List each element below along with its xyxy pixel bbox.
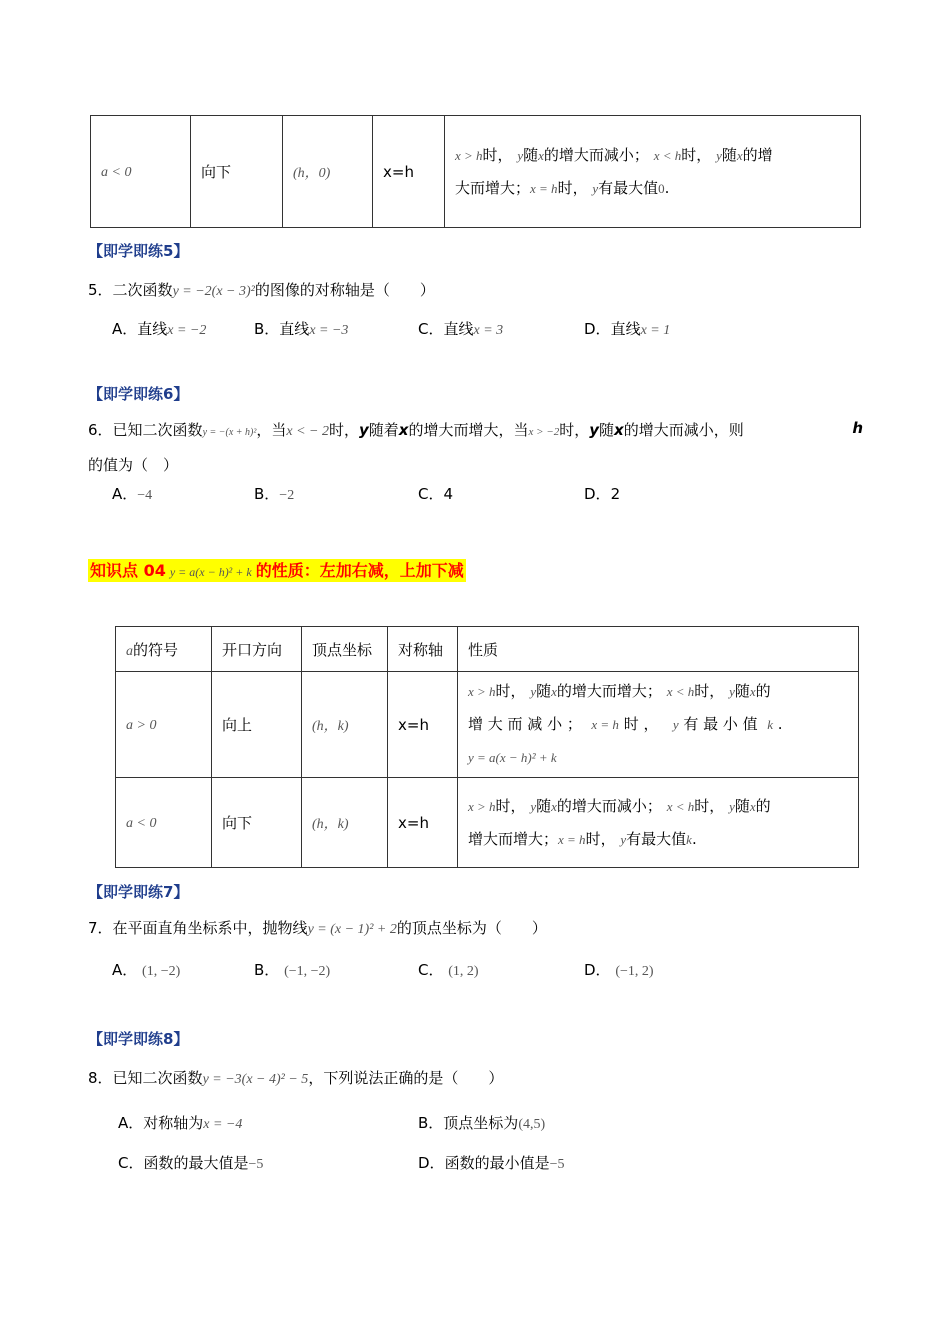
header-vertex: 顶点坐标 [302, 627, 388, 672]
cell-vertex: (h，0) [283, 116, 373, 228]
exercise-8-option-d: D．函数的最小值是−5 [418, 1154, 565, 1172]
cell-property: x > h时， y随x的增大而减小； x < h时， y随x的增 大而增大；x = h时， y有最大值0. [445, 116, 861, 228]
header-property: 性质 [458, 627, 859, 672]
cell-direction: 向上 [212, 672, 302, 778]
exercise-8-header: 【即学即练8】 [88, 1030, 189, 1048]
exercise-8-option-b: B．顶点坐标为(4,5) [418, 1114, 546, 1132]
exercise-8-option-c: C．函数的最大值是−5 [118, 1154, 264, 1172]
cell-axis: x=h [388, 672, 458, 778]
exercise-6-option-b: B．−2 [254, 485, 295, 503]
cell-axis: x=h [388, 778, 458, 868]
cell-condition: a > 0 [116, 672, 212, 778]
exercise-6-option-a: A．−4 [112, 485, 153, 503]
exercise-6-option-d: D．2 [584, 485, 621, 503]
table-row [116, 672, 859, 778]
exercise-8-option-a: A．对称轴为x = −4 [118, 1114, 243, 1132]
table-row [91, 116, 861, 228]
exercise-6-header: 【即学即练6】 [88, 385, 189, 403]
cell-property: x > h时， y随x的增大而减小； x < h时， y随x的 增大而增大；x = h时， y有最大值k. [458, 778, 859, 868]
cell-condition: a < 0 [91, 116, 191, 228]
exercise-7-option-d: D． (−1, 2) [584, 961, 654, 979]
exercise-5-option-d: D．直线x = 1 [584, 320, 671, 338]
exercise-7-option-c: C． (1, 2) [418, 961, 479, 979]
table-properties-kp04 [115, 626, 859, 868]
exercise-6-question: 6．已知二次函数y = −(x + h)²，当x < − 2时，y随着x的增大而增大，当x > −2时，y随x的增大而减小，则 h [88, 419, 863, 439]
exercise-5-question: 5．二次函数y = −2(x − 3)²的图像的对称轴是（ ） [88, 281, 435, 299]
cell-direction: 向下 [191, 116, 283, 228]
exercise-8-question: 8．已知二次函数y = −3(x − 4)² − 5，下列说法正确的是（ ） [88, 1069, 504, 1087]
cell-vertex: (h，k) [302, 778, 388, 868]
knowledge-point-04-heading: 知识点 04 y = a(x − h)² + k 的性质：左加右减，上加下减 [90, 561, 464, 580]
exercise-6-question-line2: 的值为（ ） [88, 456, 179, 474]
cell-property: x > h时， y随x的增大而增大； x < h时， y随x的 增 大 而 减 小 ； x = h 时 ， y 有 最 小 值 k . y = a(x − h)² + k [458, 672, 859, 778]
exercise-7-option-a: A． (1, −2) [112, 961, 181, 979]
exercise-5-option-a: A．直线x = −2 [112, 320, 207, 338]
exercise-5-header: 【即学即练5】 [88, 242, 189, 260]
exercise-7-header: 【即学即练7】 [88, 883, 189, 901]
cell-direction: 向下 [212, 778, 302, 868]
exercise-7-question: 7．在平面直角坐标系中，抛物线y = (x − 1)² + 2的顶点坐标为（ ） [88, 919, 547, 937]
header-direction: 开口方向 [212, 627, 302, 672]
header-axis: 对称轴 [388, 627, 458, 672]
exercise-7-option-b: B． (−1, −2) [254, 961, 331, 979]
cell-condition: a < 0 [116, 778, 212, 868]
exercise-5-option-b: B．直线x = −3 [254, 320, 349, 338]
exercise-6-option-c: C．4 [418, 485, 454, 503]
exercise-5-option-c: C．直线x = 3 [418, 320, 504, 338]
header-sign: a的符号 [116, 627, 212, 672]
cell-vertex: (h，k) [302, 672, 388, 778]
table-header-row [116, 627, 859, 672]
table-row [116, 778, 859, 868]
cell-axis: x=h [373, 116, 445, 228]
table-properties-continued [90, 115, 861, 228]
